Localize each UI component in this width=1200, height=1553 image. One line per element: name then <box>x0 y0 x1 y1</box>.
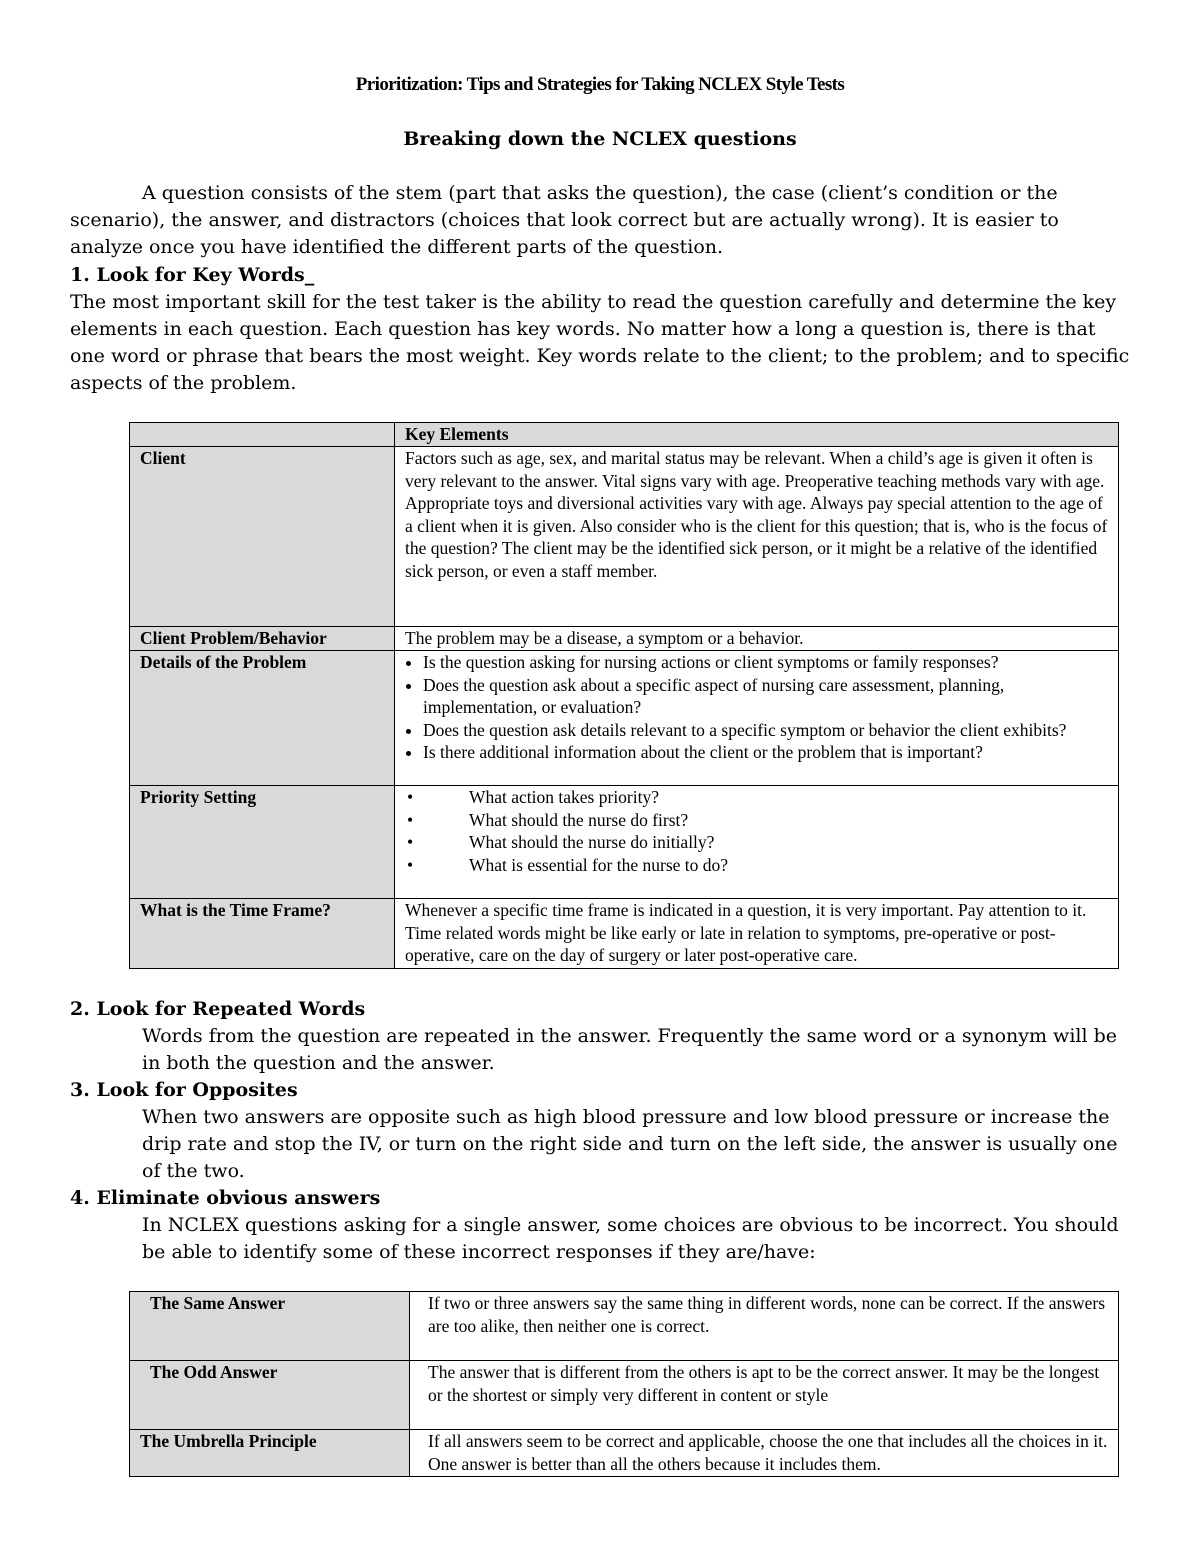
document-subtitle: Breaking down the NCLEX questions <box>403 128 797 150</box>
row-label-client-problem: Client Problem/Behavior <box>130 627 395 651</box>
list-item: • What should the nurse do first? <box>405 809 1108 832</box>
table-row <box>130 627 1119 651</box>
row-label-priority: Priority Setting <box>130 786 395 899</box>
table-row <box>130 447 1119 627</box>
row-text-client: Factors such as age, sex, and marital status may be relevant. When a child’s age is given it often is very relevant to the answer. Vital signs vary with age. Preoperative teaching methods vary with age. Appropriate toys and diversional activities vary with age. Always pay special attention to the age of a client when it is given. Also consider who is the client for this question; that is, who is the focus of the question? The client may be the identified sick person, or it might be a relative of the identified sick person, or even a staff member. <box>395 447 1119 627</box>
row-text-client-problem: The problem may be a disease, a symptom or a behavior. <box>395 627 1119 651</box>
section-body-eliminate: In NCLEX questions asking for a single answer, some choices are obvious to be incorrect. You should be able to identify some of these incorrect responses if they are/have: <box>142 1214 1119 1263</box>
row-text-same-answer: If two or three answers say the same thing in different words, none can be correct. If the answers are too alike, then neither one is correct. <box>410 1292 1119 1361</box>
row-bullets-details <box>395 651 1119 786</box>
table-row <box>130 899 1119 969</box>
row-text-umbrella: If all answers seem to be correct and applicable, choose the one that includes all the choices in it. One answer is better than all the others because it includes them. <box>410 1430 1119 1477</box>
section-heading-opposites: 3. Look for Opposites <box>70 1079 298 1101</box>
list-item: • Is the question asking for nursing actions or client symptoms or family responses? <box>423 651 1108 674</box>
table-header-row <box>130 423 1119 447</box>
table-row <box>130 651 1119 786</box>
row-bullets-priority <box>395 786 1119 899</box>
section-heading-eliminate: 4. Eliminate obvious answers <box>70 1187 381 1209</box>
row-label-same-answer: The Same Answer <box>130 1292 410 1361</box>
document-title: Prioritization: Tips and Strategies for Taking NCLEX Style Tests <box>355 74 845 95</box>
row-label-time-frame: What is the Time Frame? <box>130 899 395 969</box>
section-body-repeated-words: Words from the question are repeated in the answer. Frequently the same word or a synonym will be in both the question and the answer. <box>142 1025 1117 1074</box>
list-item: • Does the question ask details relevant to a specific symptom or behavior the client exhibits? <box>423 719 1108 742</box>
table-row <box>130 1292 1119 1361</box>
section-heading-key-words: 1. Look for Key Words_ <box>70 264 315 286</box>
row-label-umbrella: The Umbrella Principle <box>130 1430 410 1477</box>
table-row <box>130 1361 1119 1430</box>
row-label-details: Details of the Problem <box>130 651 395 786</box>
answer-types-table <box>129 1291 1119 1477</box>
table-row <box>130 1430 1119 1477</box>
row-text-time-frame: Whenever a specific time frame is indicated in a question, it is very important. Pay attention to it. Time related words might be like early or late in relation to symptoms, pre-operative or post-operative, care on the day of surgery or later post-operative care. <box>395 899 1119 969</box>
section-body-key-words: The most important skill for the test taker is the ability to read the question carefully and determine the key elements in each question. Each question has key words. No matter how a long a question is, there is that one word or phrase that bears the most weight. Key words relate to the client; to the problem; and to specific aspects of the problem. <box>70 291 1130 394</box>
intro-paragraph: A question consists of the stem (part that asks the question), the case (client’s condition or the scenario), the answer, and distractors (choices that look correct but are actually wrong). It is easier to analyze once you have identified the different parts of the question. <box>70 182 1059 258</box>
row-label-odd-answer: The Odd Answer <box>130 1361 410 1430</box>
key-elements-table <box>129 422 1119 969</box>
list-item: • Is there additional information about the client or the problem that is important? <box>423 741 1108 764</box>
table-row <box>130 786 1119 899</box>
table-header-empty-cell <box>130 423 395 447</box>
row-label-client: Client <box>130 447 395 627</box>
section-heading-repeated-words: 2. Look for Repeated Words <box>70 998 366 1020</box>
row-text-odd-answer: The answer that is different from the others is apt to be the correct answer. It may be the longest or the shortest or simply very different in content or style <box>410 1361 1119 1430</box>
list-item: • Does the question ask about a specific aspect of nursing care assessment, planning, implementation, or evaluation? <box>423 674 1108 719</box>
table-header-key-elements: Key Elements <box>395 423 1119 447</box>
section-body-opposites: When two answers are opposite such as high blood pressure and low blood pressure or increase the drip rate and stop the IV, or turn on the right side and turn on the left side, the answer is usually one of the two. <box>142 1106 1118 1182</box>
list-item: • What is essential for the nurse to do? <box>405 854 1108 877</box>
list-item: • What action takes priority? <box>405 786 1108 809</box>
list-item: • What should the nurse do initially? <box>405 831 1108 854</box>
